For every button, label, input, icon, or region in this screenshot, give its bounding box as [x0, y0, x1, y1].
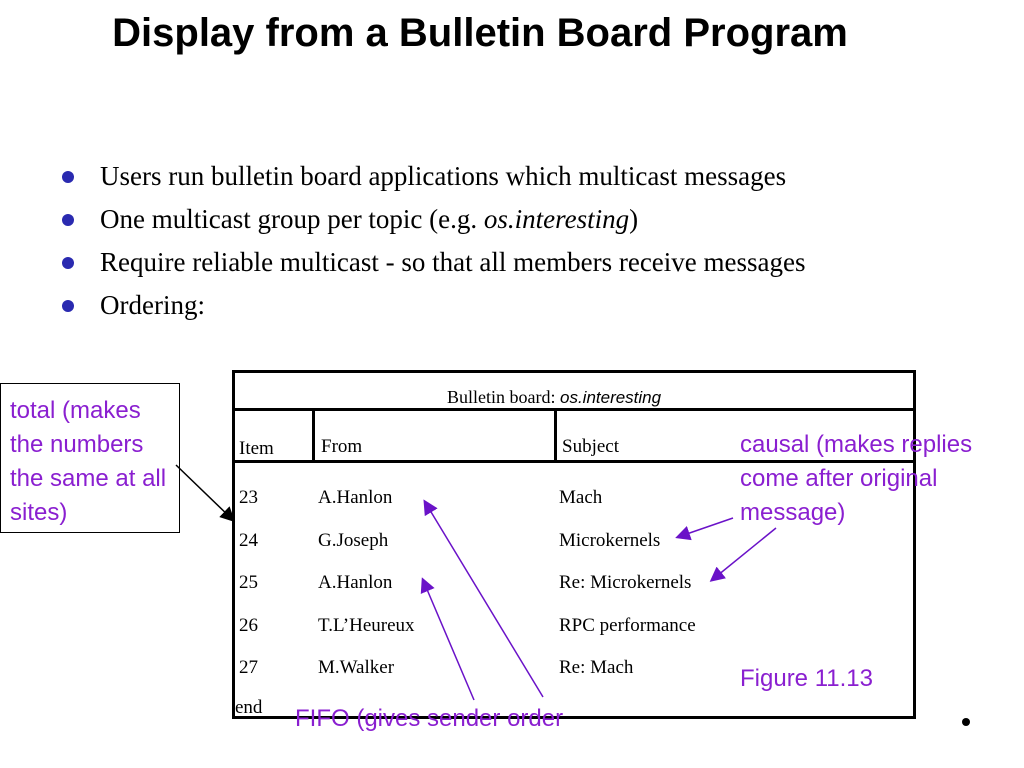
fifo-ordering-note: FIFO (gives sender order: [295, 705, 564, 732]
column-header-subject: Subject: [562, 436, 619, 457]
row-from: T.L’Heureux: [318, 615, 415, 636]
bullet-text: Users run bulletin board applications which multicast messages: [100, 161, 787, 191]
row-subject: Re: Mach: [559, 657, 634, 678]
bullet-text-italic: os.interesting: [483, 204, 630, 234]
column-header-from: From: [321, 436, 363, 457]
row-item: 27: [239, 657, 258, 678]
row-item: 24: [239, 530, 258, 551]
column-header-item: Item: [239, 438, 274, 459]
row-from: M.Walker: [318, 657, 395, 678]
row-item: 23: [239, 487, 258, 508]
board-title-topic: os.interesting: [559, 388, 662, 407]
row-subject: RPC performance: [559, 615, 696, 636]
row-subject: Mach: [559, 487, 603, 508]
fifo-arrow: [425, 502, 543, 697]
row-from: A.Hanlon: [318, 487, 393, 508]
board-title-prefix: Bulletin board:: [447, 387, 556, 407]
bullet-text: Ordering:: [100, 290, 205, 320]
causal-arrow: [712, 528, 776, 580]
bullet-text-prefix: One multicast group per topic (e.g.: [100, 204, 484, 234]
bullet-text: Require reliable multicast - so that all members receive messages: [100, 247, 806, 277]
total-arrow: [176, 465, 233, 520]
bullet-text-suffix: ): [629, 204, 639, 234]
row-item: 26: [239, 615, 258, 636]
row-from: A.Hanlon: [318, 572, 393, 593]
slide-title: Display from a Bulletin Board Program: [112, 11, 848, 55]
row-subject: Microkernels: [559, 530, 661, 551]
row-item: 25: [239, 572, 258, 593]
row-subject: Re: Microkernels: [559, 572, 692, 593]
causal-arrow: [678, 518, 733, 537]
board-end-label: end: [235, 697, 263, 718]
fifo-arrow: [423, 580, 474, 700]
figure-caption: Figure 11.13: [740, 665, 873, 692]
row-from: G.Joseph: [318, 530, 389, 551]
causal-ordering-note: causal (makes replies come after original message): [740, 431, 973, 526]
total-ordering-note: total (makes the numbers the same at all sites): [10, 397, 167, 526]
